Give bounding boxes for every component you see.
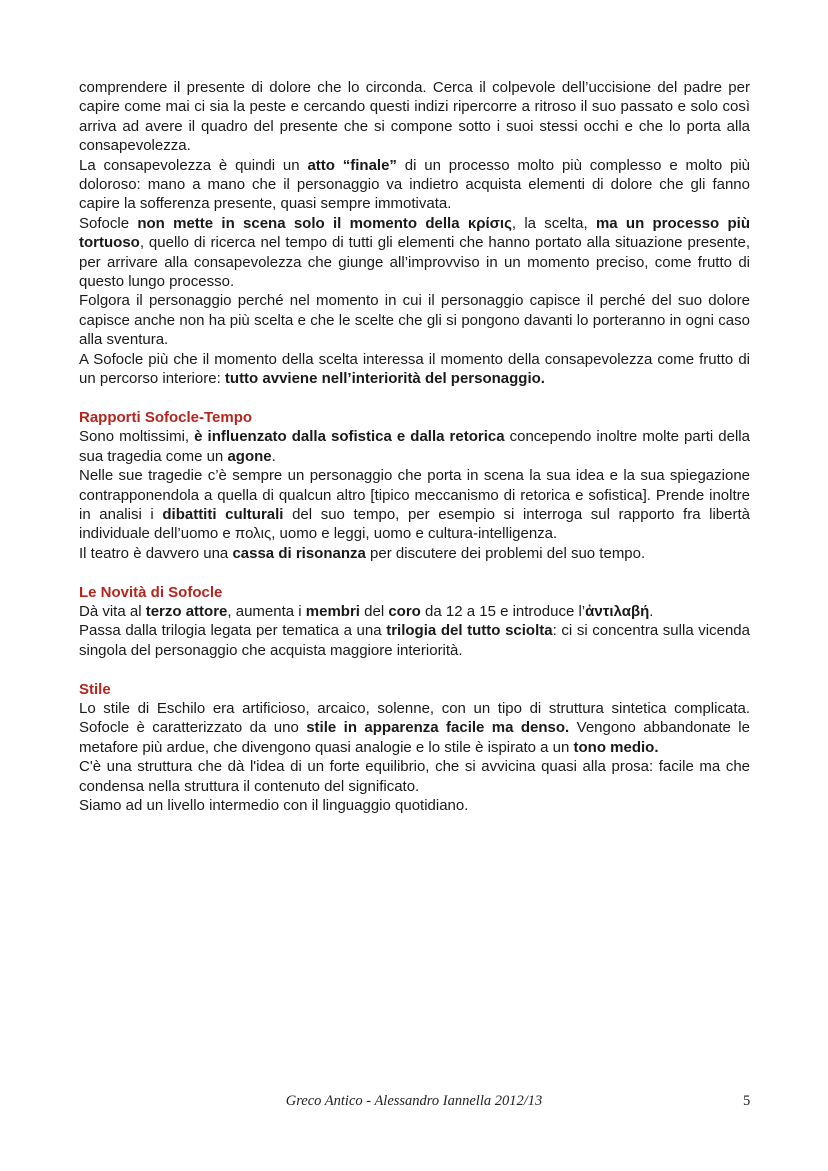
text-span: A Sofocle più che il momento della scelta interessa il momento della consapevolezza come frutto di un percorso interiore: [79, 350, 750, 388]
text-span: del suo tempo, per esempio si interroga sul rapporto fra libertà individuale dell’uomo e πολις, uomo e leggi, uomo e cultura-intelligenza. [79, 505, 750, 543]
text-span: Sofocle [79, 214, 138, 232]
paragraph-stile-2: C'è una struttura che dà l'idea di un forte equilibrio, che si avvicina quasi alla prosa: facile ma che condensa nella struttura il contenuto del significato. [79, 758, 750, 795]
paragraph-rapporti-3 [79, 544, 750, 563]
bold-text: tono medio. [573, 738, 659, 756]
text-span: . [649, 602, 654, 620]
spacer [79, 389, 750, 408]
bold-text: agone [227, 447, 272, 465]
bold-text: è influenzato dalla sofistica e dalla retorica [194, 428, 505, 446]
paragraph-intro-4: Folgora il personaggio perché nel momento in cui il personaggio capisce il perché del suo dolore capisce anche non ha più scelta e che le scelte che gli si pongono davanti lo porteranno in ogni caso alla sventura. [79, 292, 750, 349]
paragraph-novita-2 [79, 621, 750, 660]
text-span: Il teatro è davvero una [79, 544, 233, 562]
paragraph-novita-1 [79, 602, 750, 621]
text-span: . [271, 447, 276, 465]
text-span: Sono moltissimi, [79, 428, 195, 446]
text-span: concependo inoltre molte parti della sua tragedia come un [79, 428, 750, 465]
bold-text: terzo attore [145, 602, 228, 620]
bold-text: trilogia del tutto sciolta [386, 622, 553, 640]
bold-text: cassa di risonanza [232, 544, 366, 562]
section-heading-novita: Le Novità di Sofocle [79, 583, 223, 601]
page-footer [0, 1093, 828, 1115]
text-span: da 12 a 15 e introduce l’ [420, 602, 586, 620]
text-span: , quello di ricerca nel tempo di tutti gli elementi che hanno portato alla situazione presente, per arrivare alla consapevolezza che giunge all’improvviso in un momento preciso, come frutto di questo lungo processo. [79, 234, 750, 291]
bold-text: coro [388, 602, 421, 620]
paragraph-rapporti-2 [79, 466, 750, 544]
text-span: Lo stile di Eschilo era artificioso, arcaico, solenne, con un tipo di struttura sintetica complicata. Sofocle è caratterizzato da uno [79, 699, 750, 737]
text-span: : ci si concentra sulla vicenda singola del personaggio che acquista maggiore interiorità. [79, 622, 750, 659]
text-span: , aumenta i [227, 602, 306, 620]
paragraph-intro-2 [79, 156, 750, 214]
footer-text: Greco Antico - Alessandro Iannella 2012/13 [285, 1093, 543, 1109]
bold-text: dibattiti culturali [162, 505, 284, 523]
text-span: Dà vita al [79, 602, 146, 620]
paragraph-intro-1: comprendere il presente di dolore che lo circonda. Cerca il colpevole dell’uccisione del padre per capire come mai ci sia la peste e cercando questi indizi ripercorre a ritroso il suo passato e solo così arriva ad avere il quadro del presente che si compone sotto i suoi stessi occhi e che lo porta alla consapevolezza. [79, 79, 750, 155]
text-span: Passa dalla trilogia legata per tematica a una [79, 622, 387, 640]
bold-text: tutto avviene nell’interiorità del personaggio. [224, 370, 545, 388]
text-span: , la scelta, [511, 214, 596, 232]
section-heading-stile: Stile [79, 680, 111, 698]
paragraph-rapporti-1 [79, 427, 750, 466]
bold-text: ἀντιλαβή [585, 602, 650, 620]
text-span: Vengono abbandonate le metafore più ardue, che divengono quasi analogie e lo stile è ispirato a un [79, 719, 750, 756]
bold-text: atto “finale” [307, 156, 397, 174]
text-span: per discutere dei problemi del suo tempo. [365, 544, 646, 562]
spacer [79, 660, 750, 679]
page-number: 5 [743, 1093, 751, 1109]
paragraph-intro-5 [79, 350, 750, 389]
bold-text: stile in apparenza facile ma denso. [306, 719, 570, 737]
text-span: La consapevolezza è quindi un [79, 156, 308, 174]
paragraph-stile-3: Siamo ad un livello intermedio con il linguaggio quotidiano. [79, 796, 469, 814]
text-span: di un processo molto più complesso e molto più doloroso: mano a mano che il personaggio va indietro acquista elementi di dolore che gli fanno capire la sofferenza presente, quasi sempre immotivata. [79, 156, 750, 213]
document-body [79, 78, 750, 815]
paragraph-intro-3 [79, 214, 750, 292]
bold-text: non mette in scena solo il momento della κρίσις [137, 214, 512, 232]
section-heading-rapporti: Rapporti Sofocle-Tempo [79, 408, 253, 426]
text-span: del [359, 602, 389, 620]
bold-text: ma un processo più tortuoso [79, 214, 750, 252]
bold-text: membri [305, 602, 360, 620]
text-span: Nelle sue tragedie c’è sempre un personaggio che porta in scena la sua idea e la sua spiegazione contrapponendola a quella di qualcun altro [tipico meccanismo di retorica e sofistica]. Prende inoltre in analisi i [79, 467, 750, 523]
paragraph-stile-1 [79, 699, 750, 757]
spacer [79, 563, 750, 582]
